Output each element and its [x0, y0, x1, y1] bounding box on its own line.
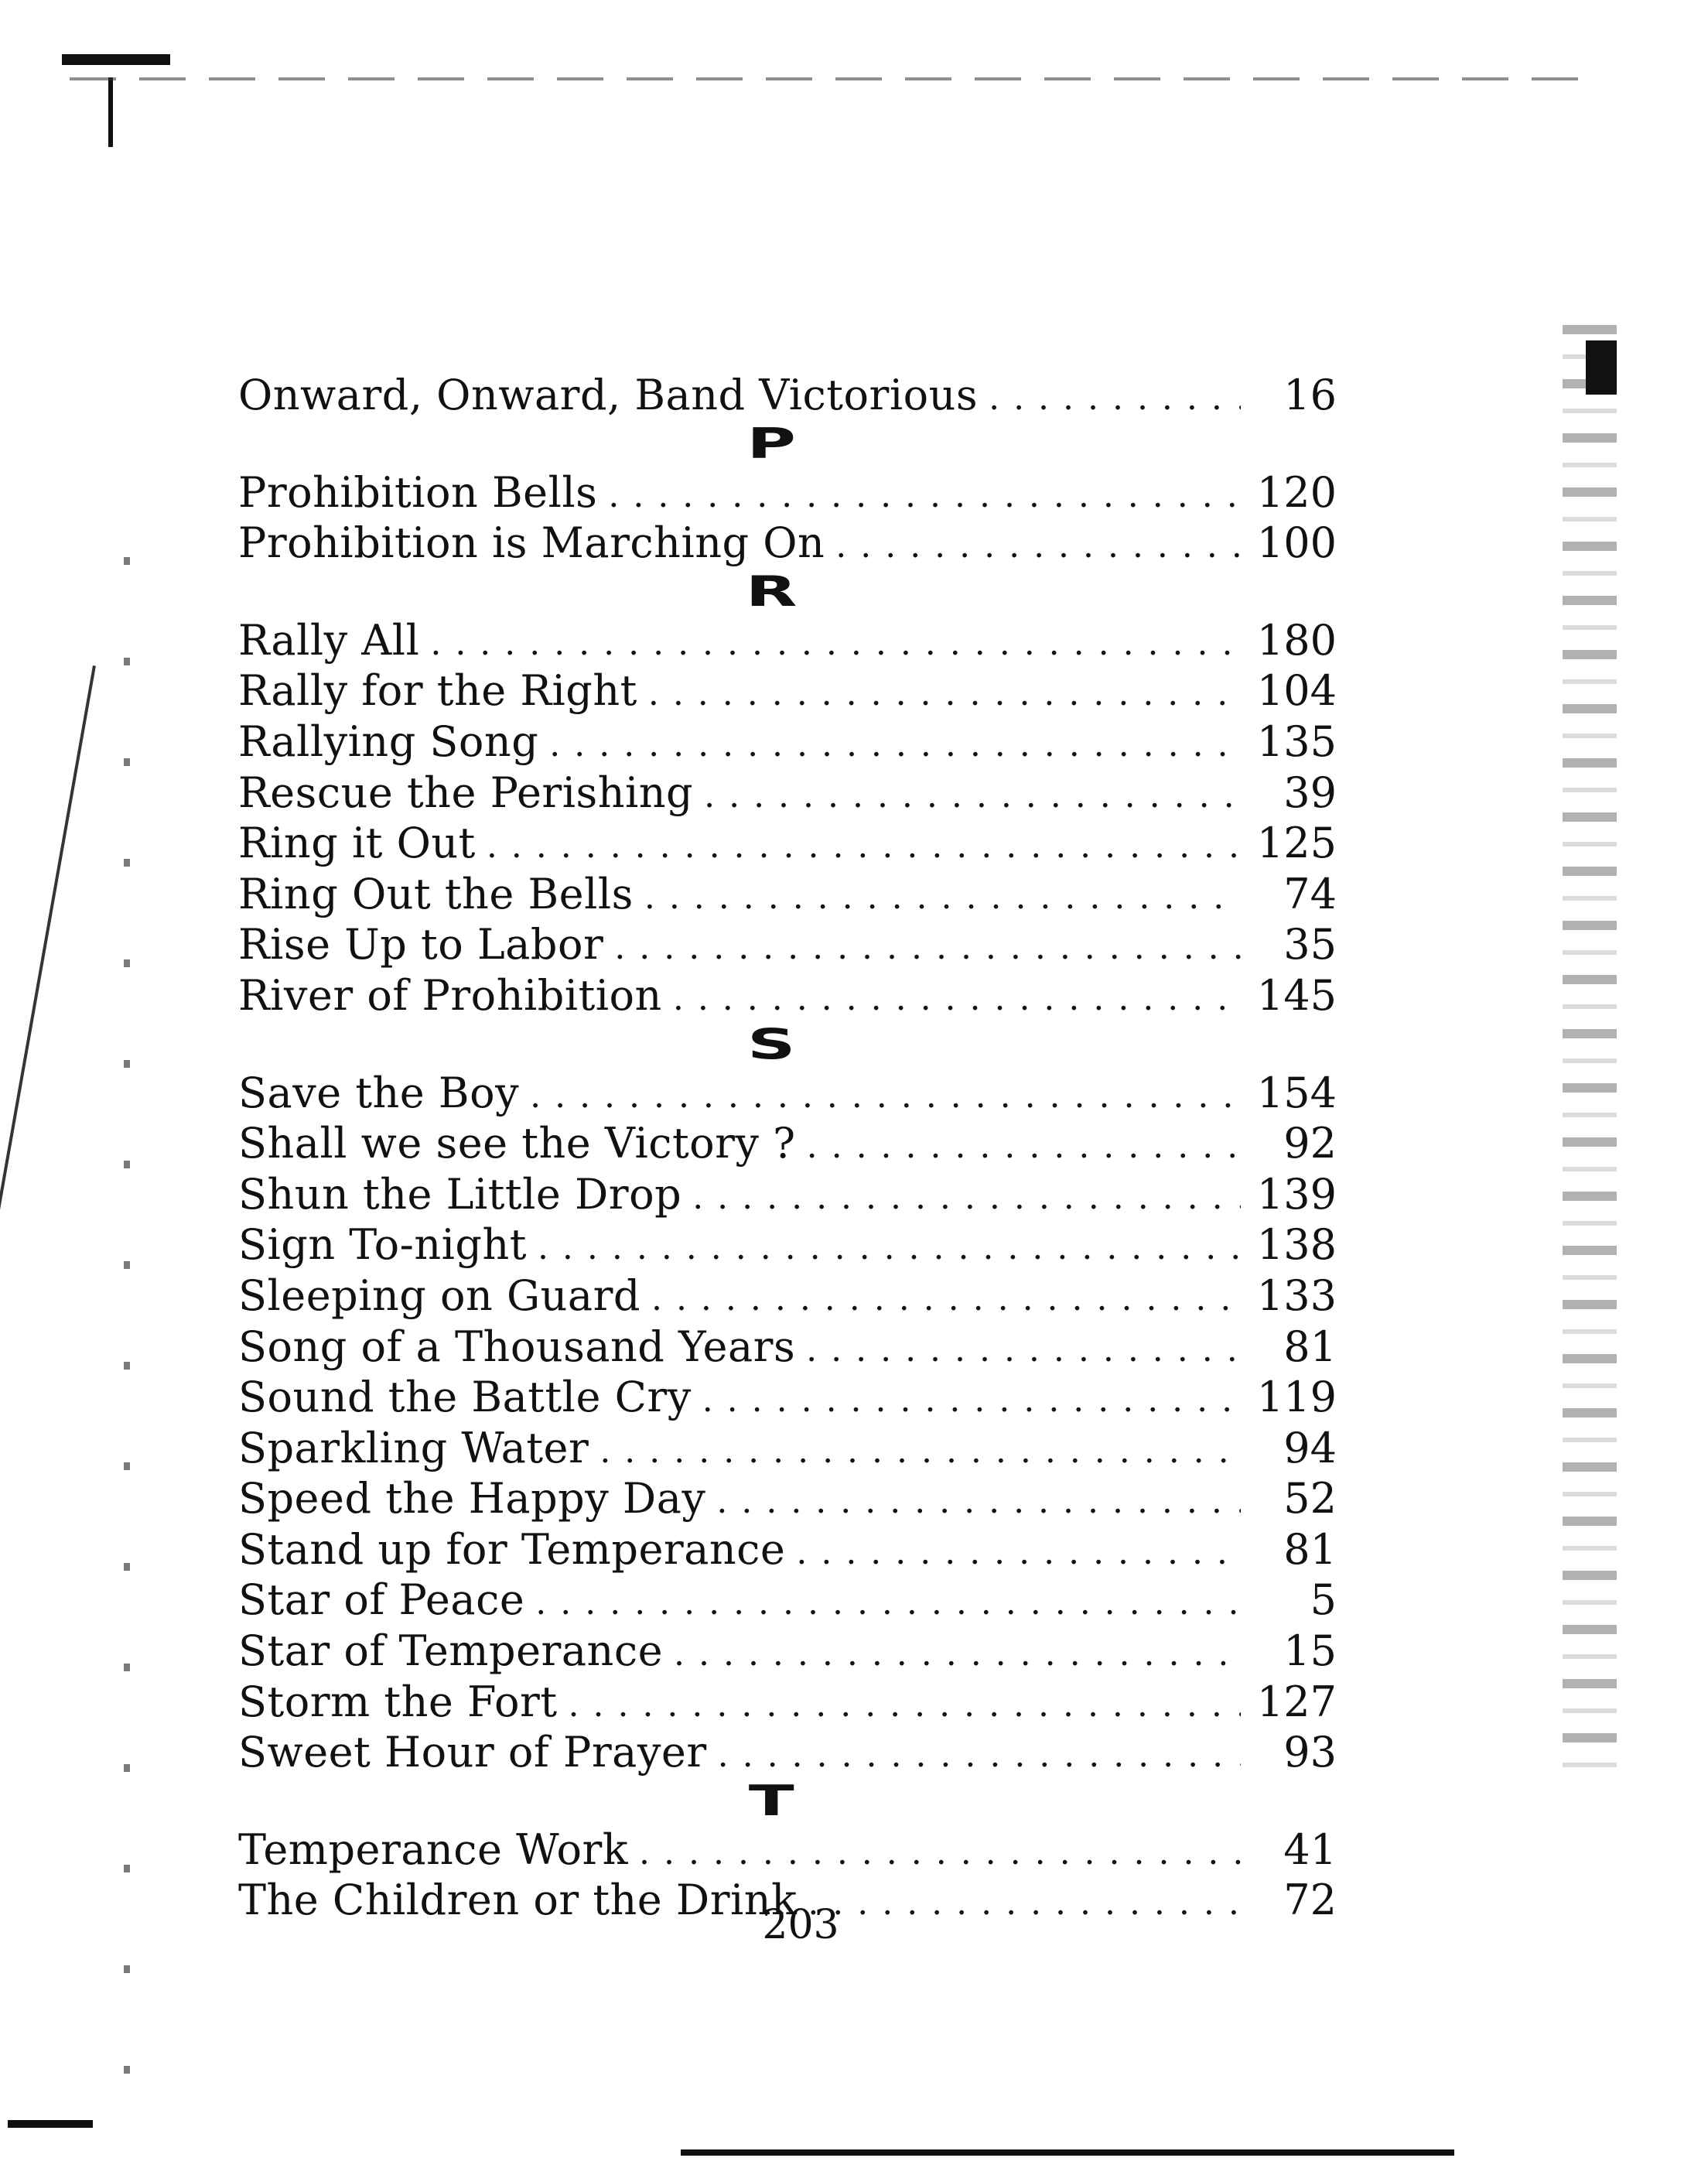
song-title: Onward, Onward, Band Victorious: [238, 371, 979, 419]
song-title: Rescue the Perishing: [238, 768, 694, 817]
index-entry: [238, 665, 1337, 716]
index-entry: [238, 1575, 1337, 1626]
dot-leader: [608, 470, 1241, 522]
dot-leader: [538, 1223, 1241, 1274]
song-title: Shun the Little Drop: [238, 1169, 682, 1219]
page-number: 203: [762, 1902, 839, 1948]
index-entry: [238, 919, 1337, 970]
song-title: Shall we see the Victory ?: [238, 1119, 796, 1168]
song-page-number: 154: [1256, 1068, 1337, 1117]
dot-leader: [704, 771, 1241, 822]
section-letter: S: [747, 1019, 797, 1069]
scan-left-margin-marks: [124, 557, 130, 2105]
dot-leader: [569, 1680, 1241, 1731]
song-title: Stand up for Temperance: [238, 1524, 786, 1574]
index-entry: [238, 1824, 1337, 1876]
song-page-number: 81: [1283, 1524, 1337, 1574]
dot-leader: [718, 1730, 1241, 1781]
song-page-number: 15: [1283, 1626, 1337, 1676]
song-title: Prohibition is Marching On: [238, 518, 825, 568]
dot-leader: [487, 821, 1241, 872]
song-title: Song of a Thousand Years: [238, 1322, 796, 1371]
index-entry: [238, 1118, 1337, 1169]
dot-leader: [989, 373, 1241, 424]
song-page-number: 104: [1256, 666, 1337, 716]
song-title: River of Prohibition: [238, 970, 662, 1020]
song-title: Temperance Work: [238, 1824, 629, 1874]
section-letter: P: [746, 419, 798, 468]
song-title: Ring Out the Bells: [238, 869, 634, 918]
index-entry: [238, 768, 1337, 819]
dot-leader: [808, 1878, 1241, 1929]
song-title: Sleeping on Guard: [238, 1270, 640, 1320]
index-entry: [238, 1322, 1337, 1373]
song-title: Ring it Out: [238, 819, 476, 868]
song-page-number: 94: [1283, 1423, 1337, 1472]
song-page-number: 52: [1283, 1474, 1337, 1524]
song-page-number: 120: [1256, 467, 1337, 517]
dot-leader: [702, 1375, 1241, 1426]
index-entry: [238, 370, 1337, 421]
song-page-number: 119: [1256, 1373, 1337, 1422]
index-entry: [238, 1270, 1337, 1322]
song-page-number: 41: [1283, 1824, 1337, 1874]
song-page-number: 135: [1256, 716, 1337, 766]
index-entry: [238, 869, 1337, 920]
index-entry: [238, 1423, 1337, 1474]
song-title: Sound the Battle Cry: [238, 1373, 692, 1422]
dot-leader: [430, 618, 1241, 669]
song-title: Speed the Happy Day: [238, 1474, 706, 1524]
dot-leader: [673, 973, 1241, 1024]
index-entry: [238, 1372, 1337, 1423]
song-page-number: 16: [1283, 371, 1337, 419]
index-entry: [238, 1169, 1337, 1220]
index-entry: [238, 716, 1337, 768]
scan-corner-bracket: [108, 77, 113, 147]
index-entry: [238, 467, 1337, 518]
index-entry: [238, 518, 1337, 569]
dot-leader: [639, 1828, 1241, 1879]
song-title: Rally All: [238, 615, 420, 665]
song-page-number: 74: [1283, 869, 1337, 918]
dot-leader: [806, 1325, 1241, 1376]
song-title: The Children or the Drink: [238, 1876, 798, 1925]
index-entry: [238, 1524, 1337, 1575]
song-page-number: 145: [1256, 970, 1337, 1020]
scan-corner-mark: [62, 54, 170, 65]
song-page-number: 39: [1283, 768, 1337, 817]
song-page-number: 133: [1256, 1270, 1337, 1320]
song-title: Sweet Hour of Prayer: [238, 1728, 707, 1777]
song-title: Rise Up to Labor: [238, 920, 604, 970]
song-title: Sparkling Water: [238, 1423, 589, 1472]
dot-leader: [674, 1629, 1241, 1680]
dot-leader: [716, 1476, 1241, 1527]
scan-right-edge-mark: [1586, 340, 1617, 395]
song-page-number: 125: [1256, 819, 1337, 868]
song-title: Star of Temperance: [238, 1626, 664, 1676]
song-page-number: 100: [1256, 518, 1337, 568]
scan-bottom-rule: [681, 2149, 1454, 2156]
song-title: Sign To-night: [238, 1220, 527, 1270]
dot-leader: [535, 1578, 1241, 1629]
scan-bottom-left-mark: [8, 2120, 93, 2128]
index-entry: [238, 1068, 1337, 1119]
song-page-number: 180: [1256, 615, 1337, 665]
index-entry: [238, 1473, 1337, 1524]
dot-leader: [644, 872, 1241, 923]
song-title: Prohibition Bells: [238, 467, 598, 517]
section-letter: T: [748, 1776, 796, 1825]
song-title: Star of Peace: [238, 1575, 525, 1625]
dot-leader: [692, 1172, 1241, 1223]
song-page-number: 127: [1256, 1677, 1337, 1726]
index-entry: [238, 818, 1337, 869]
dot-leader: [835, 521, 1241, 572]
song-title: Rallying Song: [238, 716, 539, 766]
section-letter: R: [745, 566, 799, 616]
dot-leader: [549, 720, 1241, 771]
song-title: Rally for the Right: [238, 666, 637, 716]
song-page-number: 72: [1283, 1876, 1337, 1925]
song-page-number: 93: [1283, 1728, 1337, 1777]
song-page-number: 81: [1283, 1322, 1337, 1371]
dot-leader: [651, 1274, 1241, 1325]
song-index: [238, 370, 1337, 1926]
dot-leader: [807, 1121, 1241, 1172]
song-page-number: 138: [1256, 1220, 1337, 1270]
song-page-number: 92: [1283, 1119, 1337, 1168]
scan-top-rule: [70, 77, 1586, 80]
song-page-number: 139: [1256, 1169, 1337, 1219]
dot-leader: [614, 922, 1241, 973]
dot-leader: [796, 1527, 1241, 1578]
dot-leader: [648, 669, 1241, 720]
scan-stray-line: [0, 665, 96, 1565]
dot-leader: [530, 1071, 1241, 1122]
song-title: Storm the Fort: [238, 1677, 558, 1726]
song-title: Save the Boy: [238, 1068, 520, 1117]
song-page-number: 5: [1310, 1575, 1337, 1625]
index-entry: [238, 615, 1337, 666]
index-entry: [238, 1727, 1337, 1778]
index-entry: [238, 1219, 1337, 1270]
index-entry: [238, 1626, 1337, 1677]
dot-leader: [600, 1426, 1241, 1477]
index-entry: [238, 970, 1337, 1021]
index-entry: [238, 1677, 1337, 1728]
song-page-number: 35: [1283, 920, 1337, 970]
